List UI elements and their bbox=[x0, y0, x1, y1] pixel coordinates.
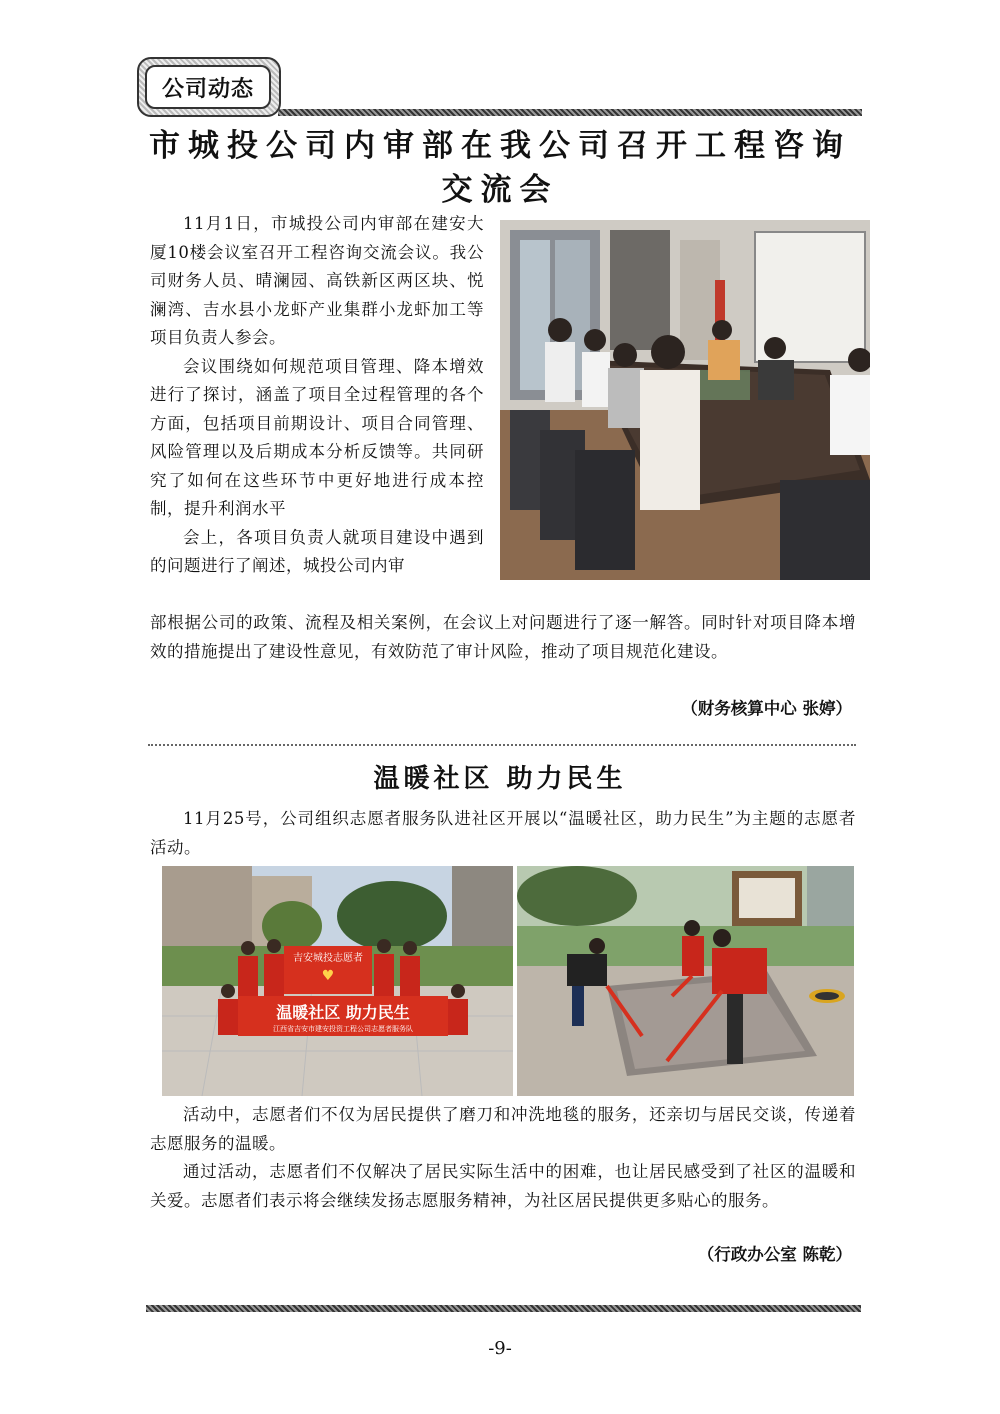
banner-sub-text: 江西省吉安市建安投资工程公司志愿者服务队 bbox=[273, 1025, 413, 1033]
article1-paragraph-2: 会议围绕如何规范项目管理、降本增效进行了探讨，涵盖了项目全过程管理的各个方面，包括项目前期设计、项目合同管理、风险管理以及后期成本分析反馈等。共同研究了如何在这些环节中更好地进行成本控制，提升利润水平 bbox=[150, 356, 484, 518]
article1-paragraph-3b: 部根据公司的政策、流程及相关案例，在会议上对问题进行了逐一解答。同时针对项目降本增效的措施提出了建设性意见，有效防范了审计风险，推动了项目规范化建设。 bbox=[150, 613, 856, 661]
volunteer-group-photo bbox=[162, 866, 513, 1096]
banner-main-text: 温暖社区 助力民生 bbox=[276, 1003, 410, 1022]
article1-continuation bbox=[150, 609, 856, 666]
section-tab-label: 公司动态 bbox=[145, 65, 271, 109]
article2-body bbox=[150, 1101, 856, 1215]
footer-rule bbox=[146, 1305, 861, 1312]
article2-paragraph-2: 通过活动，志愿者们不仅解决了居民实际生活中的困难，也让居民感受到了社区的温暖和关爱。志愿者们表示将会继续发扬志愿服务精神，为社区居民提供更多贴心的服务。 bbox=[150, 1162, 856, 1210]
flag-text: 吉安城投志愿者 bbox=[293, 953, 363, 964]
article1-paragraph-1: 11月1日，市城投公司内审部在建安大厦10楼会议室召开工程咨询交流会议。我公司财务人员、晴澜园、高铁新区两区块、悦澜湾、吉水县小龙虾产业集群小龙虾加工等项目负责人参会。 bbox=[150, 214, 484, 347]
article1-title-line2: 交流会 bbox=[441, 172, 559, 208]
article1-column-text bbox=[150, 210, 484, 581]
svg-text:♥: ♥ bbox=[321, 968, 335, 984]
article2-intro: 11月25号，公司组织志愿者服务队进社区开展以“温暖社区，助力民生”为主题的志愿者活动。 bbox=[150, 809, 856, 857]
carpet-washing-photo bbox=[517, 866, 854, 1096]
page-number: -9- bbox=[488, 1338, 512, 1359]
section-divider bbox=[148, 744, 856, 746]
header-rule bbox=[278, 109, 862, 116]
article1-signature: （财务核算中心 张婷） bbox=[681, 699, 852, 718]
article1-title-line1: 市城投公司内审部在我公司召开工程咨询 bbox=[149, 128, 851, 164]
article2-title: 温暖社区 助力民生 bbox=[373, 764, 627, 794]
article1-paragraph-3a: 会上，各项目负责人就项目建设中遇到的问题进行了阐述，城投公司内审 bbox=[150, 527, 484, 575]
article2-signature: （行政办公室 陈乾） bbox=[697, 1245, 852, 1264]
article2-intro-block bbox=[150, 805, 856, 862]
meeting-photo bbox=[500, 220, 870, 580]
article2-paragraph-1: 活动中，志愿者们不仅为居民提供了磨刀和冲洗地毯的服务，还亲切与居民交谈，传递着志愿服务的温暖。 bbox=[150, 1105, 856, 1153]
